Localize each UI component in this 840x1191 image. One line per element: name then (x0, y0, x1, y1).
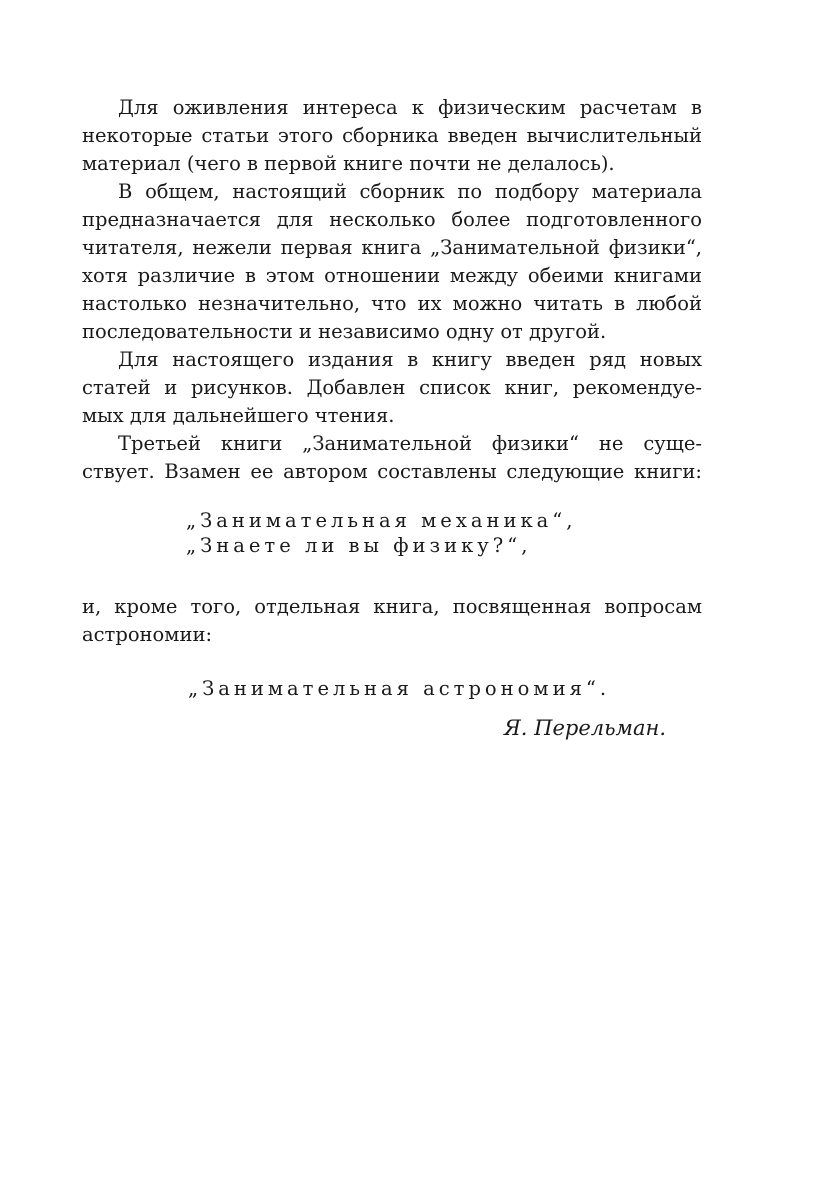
text-line: Третьей книги „Занимательной физики“ не суще- (118, 432, 702, 455)
book-title-mechanics: „Занимательная механика“, (186, 509, 577, 532)
text-line: Для оживления интереса к физическим расчетам в (118, 96, 702, 119)
book-title-physics-quiz: „Знаете ли вы физику?“, (186, 534, 532, 557)
text-line: предназначается для несколько более подготовленного (82, 208, 702, 231)
paragraph-audience (82, 178, 702, 346)
text-line: хотя различие в этом отношении между обеими книгами (82, 264, 702, 287)
book-titles-list (186, 508, 702, 558)
text-line: мых для дальнейшего чтения. (82, 404, 395, 427)
paragraph-calculations (82, 94, 702, 178)
paragraph-third-book (82, 430, 702, 486)
text-line: статей и рисунков. Добавлен список книг, рекомендуе- (82, 376, 702, 399)
author-signature: Я. Перельман. (503, 716, 666, 740)
paragraph-edition (82, 346, 702, 430)
text-line: материал (чего в первой книге почти не делалось). (82, 152, 615, 175)
text-line: последовательности и независимо одну от другой. (82, 320, 607, 343)
document-page (82, 94, 702, 740)
text-line: астрономии: (82, 623, 213, 646)
text-line: ствует. Взамен ее автором составлены следующие книги: (82, 460, 702, 483)
text-line: некоторые статьи этого сборника введен вычислительный (82, 124, 702, 147)
text-line: Для настоящего издания в книгу введен ряд новых (118, 348, 702, 371)
book-title-astronomy: „Занимательная астрономия“. (188, 677, 611, 700)
text-line: читателя, нежели первая книга „Занимательной физики“, (82, 236, 702, 259)
text-line: В общем, настоящий сборник по подбору материала (118, 180, 702, 203)
text-line: настолько незначительно, что их можно читать в любой (82, 292, 702, 315)
text-line: и, кроме того, отдельная книга, посвященная вопросам (82, 595, 702, 618)
paragraph-closing (82, 593, 702, 649)
